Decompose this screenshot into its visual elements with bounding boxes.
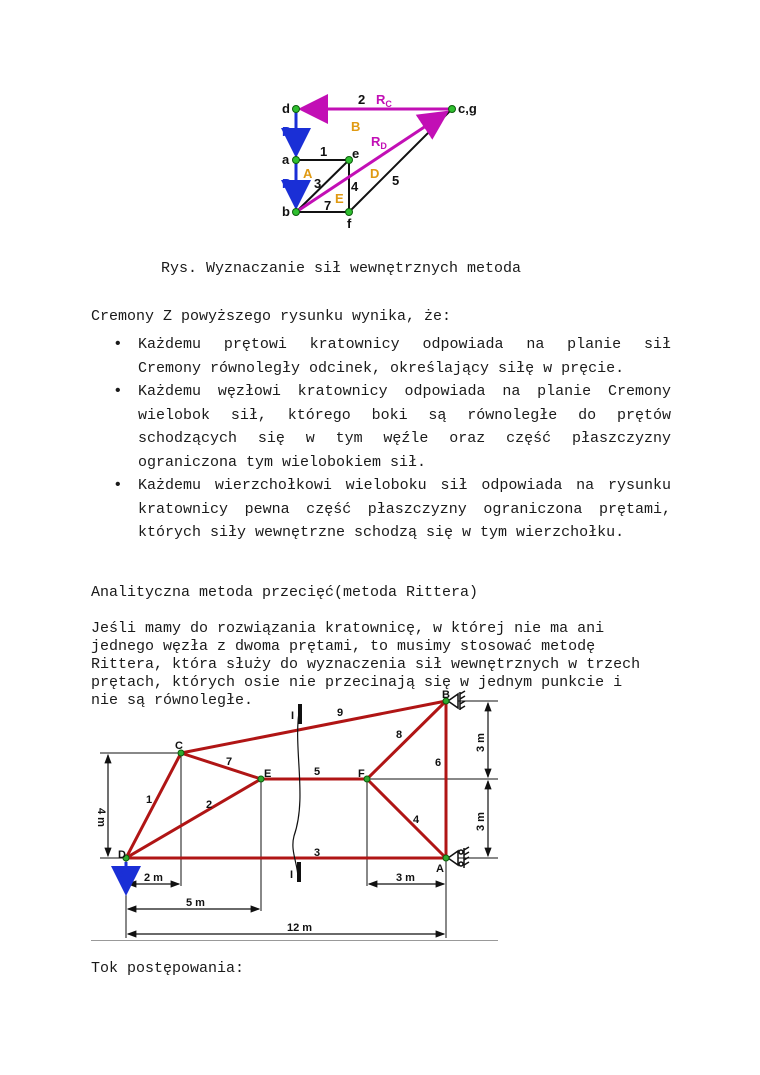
cremona-region-d: D xyxy=(370,166,380,181)
bullet-list xyxy=(91,333,671,545)
truss-label-a: A xyxy=(436,863,444,875)
truss-member-label-8: 8 xyxy=(396,729,403,741)
truss-member-9 xyxy=(181,701,446,753)
dim-label-5m: 5 m xyxy=(186,897,205,909)
cremona-node-a xyxy=(293,157,300,164)
dim-label-3m-right: 3 m xyxy=(396,872,415,884)
cremona-label-e: e xyxy=(352,146,360,161)
truss-member-label-2: 2 xyxy=(206,799,213,811)
bullet-item: • Każdemu węzłowi kratownicy odpowiada na planie Cremony wielobok sił, którego boki są równoległe do prętów schodzących się w tym węźle oraz część płaszczyzny ograniczona tym wielobokiem sił. xyxy=(91,380,671,474)
bullet-item: • Każdemu prętowi kratownicy odpowiada na planie sił Cremony równoległy odcinek, określający siłę w pręcie. xyxy=(91,333,671,380)
section-label-bottom: I xyxy=(290,869,294,881)
cremona-load-p-2: P xyxy=(282,176,291,191)
truss-member-label-5: 5 xyxy=(314,766,321,778)
cremona-label-b: b xyxy=(282,204,290,219)
dim-label-4m: 4 m xyxy=(95,808,107,827)
dim-label-3m-top: 3 m xyxy=(475,733,487,752)
truss-member-7 xyxy=(181,753,261,779)
dim-label-2m: 2 m xyxy=(144,872,163,884)
cremona-node-d xyxy=(293,106,300,113)
truss-load-label: P xyxy=(117,870,125,882)
truss-label-d: D xyxy=(118,849,126,861)
truss-label-b: B xyxy=(442,689,450,701)
cremona-member-4: 4 xyxy=(351,179,359,194)
truss-node-a xyxy=(443,855,449,861)
truss-member-label-4: 4 xyxy=(413,814,420,826)
truss-member-label-9: 9 xyxy=(337,707,344,719)
truss-label-c: C xyxy=(175,740,183,752)
cremona-member-3: 3 xyxy=(314,176,322,191)
cremona-member-5: 5 xyxy=(392,173,400,188)
truss-member-label-7: 7 xyxy=(226,756,233,768)
divider xyxy=(91,940,498,941)
truss-label-f: F xyxy=(358,768,365,780)
cremona-load-p-1: P xyxy=(282,124,291,139)
cremona-node-cg xyxy=(449,106,456,113)
section-label-top: I xyxy=(291,710,295,722)
ritter-body: Jeśli mamy do rozwiązania kratownicę, w której nie ma ani jednego węzła z dwoma prętami, to musimy stosować metodę Rittera, która służy do wyznaczenia sił wewnętrznych w trzech prętach, których osie nie przecinają się w jednym punkcie i nie są równoległe. xyxy=(91,620,641,709)
truss-node-f xyxy=(364,776,370,782)
truss-member-4 xyxy=(367,779,446,858)
cremona-diagram xyxy=(270,88,500,236)
cremona-label-a: a xyxy=(282,152,290,167)
cremona-region-e: E xyxy=(335,191,344,206)
cremona-member-1: 1 xyxy=(320,144,328,159)
cremona-region-b: B xyxy=(351,119,361,134)
truss-member-label-1: 1 xyxy=(146,794,153,806)
bullet-item: • Każdemu wierzchołkowi wieloboku sił odpowiada na rysunku kratownicy pewna część płaszczyzny ograniczona prętami, których siły wewnętrzne schodzą się w tym wierzchołku. xyxy=(91,474,671,545)
reaction-rc-label: $R_C$ xyxy=(376,92,392,109)
reaction-rd-label: $R_D$ xyxy=(371,134,387,151)
cremona-node-f xyxy=(346,209,353,216)
footer-line: Tok postępowania: xyxy=(91,960,245,977)
cremona-member-2: 2 xyxy=(358,92,366,107)
truss-diagram xyxy=(86,686,506,942)
cremona-node-b xyxy=(293,209,300,216)
truss-member-label-3: 3 xyxy=(314,847,321,859)
cremona-region-a: A xyxy=(303,166,313,181)
cremona-label-f: f xyxy=(347,216,352,231)
ritter-heading: Analityczna metoda przecięć(metoda Rittera) xyxy=(91,584,479,601)
reaction-rd-arrow xyxy=(296,114,444,212)
truss-member-label-6: 6 xyxy=(435,757,442,769)
truss-label-e: E xyxy=(264,768,272,780)
intro-line: Cremony Z powyższego rysunku wynika, że: xyxy=(91,308,452,325)
figure-caption: Rys. Wyznaczanie sił wewnętrznych metoda xyxy=(161,260,522,277)
cremona-label-d: d xyxy=(282,101,290,116)
cremona-member-7: 7 xyxy=(324,198,332,213)
cremona-label-cg: c,g xyxy=(458,101,477,116)
dim-label-3m-bot: 3 m xyxy=(475,812,487,831)
dim-label-12m: 12 m xyxy=(287,922,313,934)
